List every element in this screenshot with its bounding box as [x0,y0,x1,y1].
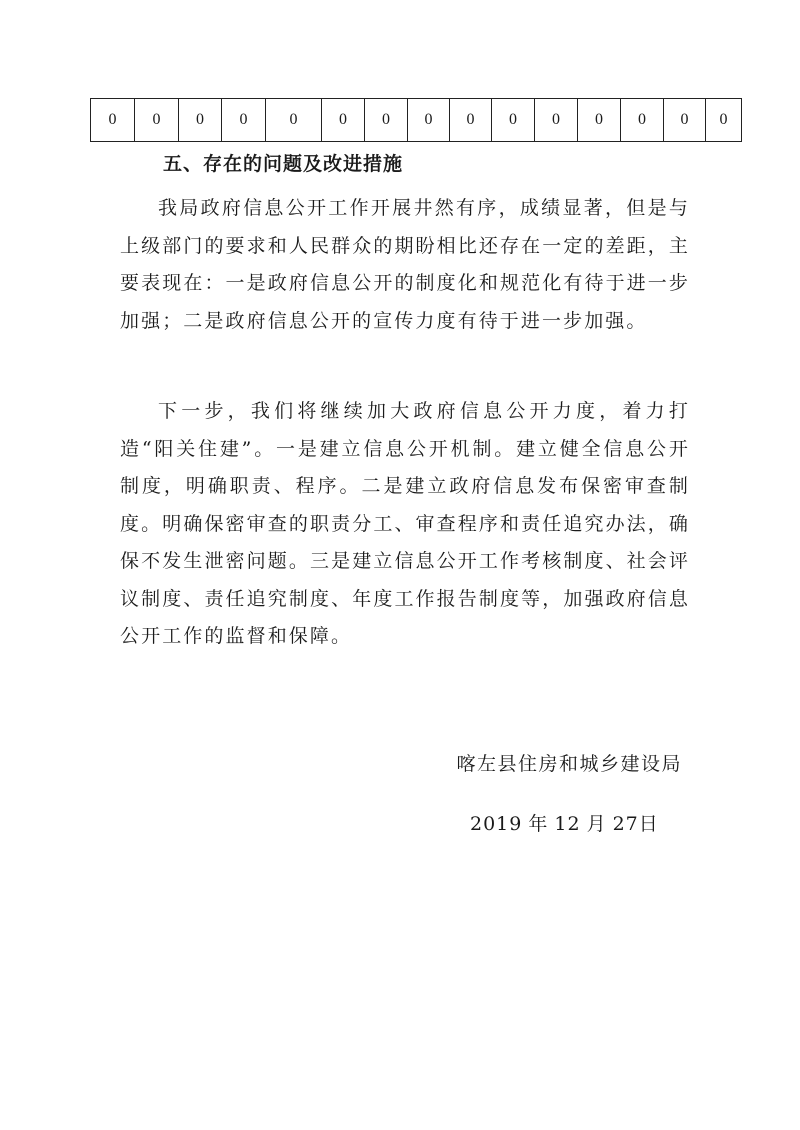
table-cell: 0 [408,99,450,142]
table-cell: 0 [365,99,408,142]
date-day: 27 [612,813,639,835]
date-year: 2019 [470,813,523,835]
table-cell: 0 [135,99,179,142]
table-cell: 0 [179,99,222,142]
table-cell: 0 [322,99,365,142]
table-row [91,99,742,142]
table-cell: 0 [91,99,135,142]
table-cell: 0 [664,99,706,142]
table-cell: 0 [450,99,492,142]
table-cell: 0 [222,99,266,142]
table-cell: 0 [578,99,621,142]
table-cell: 0 [535,99,578,142]
section-heading: 五、存在的问题及改进措施 [163,153,404,175]
table-cell: 0 [621,99,664,142]
body-paragraph-measures: 下一步，我们将继续加大政府信息公开力度，着力打造“阳关住建”。一是建立信息公开机制。建立健全信息公开制度，明确职责、程序。二是建立政府信息发布保密审查制度。明确保密审查的职责分工、审查程序和责任追究办法，确保不发生泄密问题。三是建立信息公开工作考核制度、社会评议制度、责任追究制度、年度工作报告制度等，加强政府信息公开工作的监督和保障。 [120,400,690,647]
table-cell: 0 [266,99,322,142]
date-month: 12 [554,813,581,835]
date-year-unit: 年 [528,813,549,835]
signing-date [470,810,659,838]
date-month-unit: 月 [586,813,607,835]
signing-organization: 喀左县住房和城乡建设局 [456,753,682,775]
table-cell: 0 [492,99,535,142]
table-cell: 0 [706,99,742,142]
date-day-unit: 日 [638,813,659,835]
statistics-table-fragment [90,98,742,142]
body-paragraph-problems: 我局政府信息公开工作开展井然有序，成绩显著，但是与上级部门的要求和人民群众的期盼相比还存在一定的差距，主要表现在：一是政府信息公开的制度化和规范化有待于进一步加强；二是政府信息公开的宣传力度有待于进一步加强。 [120,197,690,332]
